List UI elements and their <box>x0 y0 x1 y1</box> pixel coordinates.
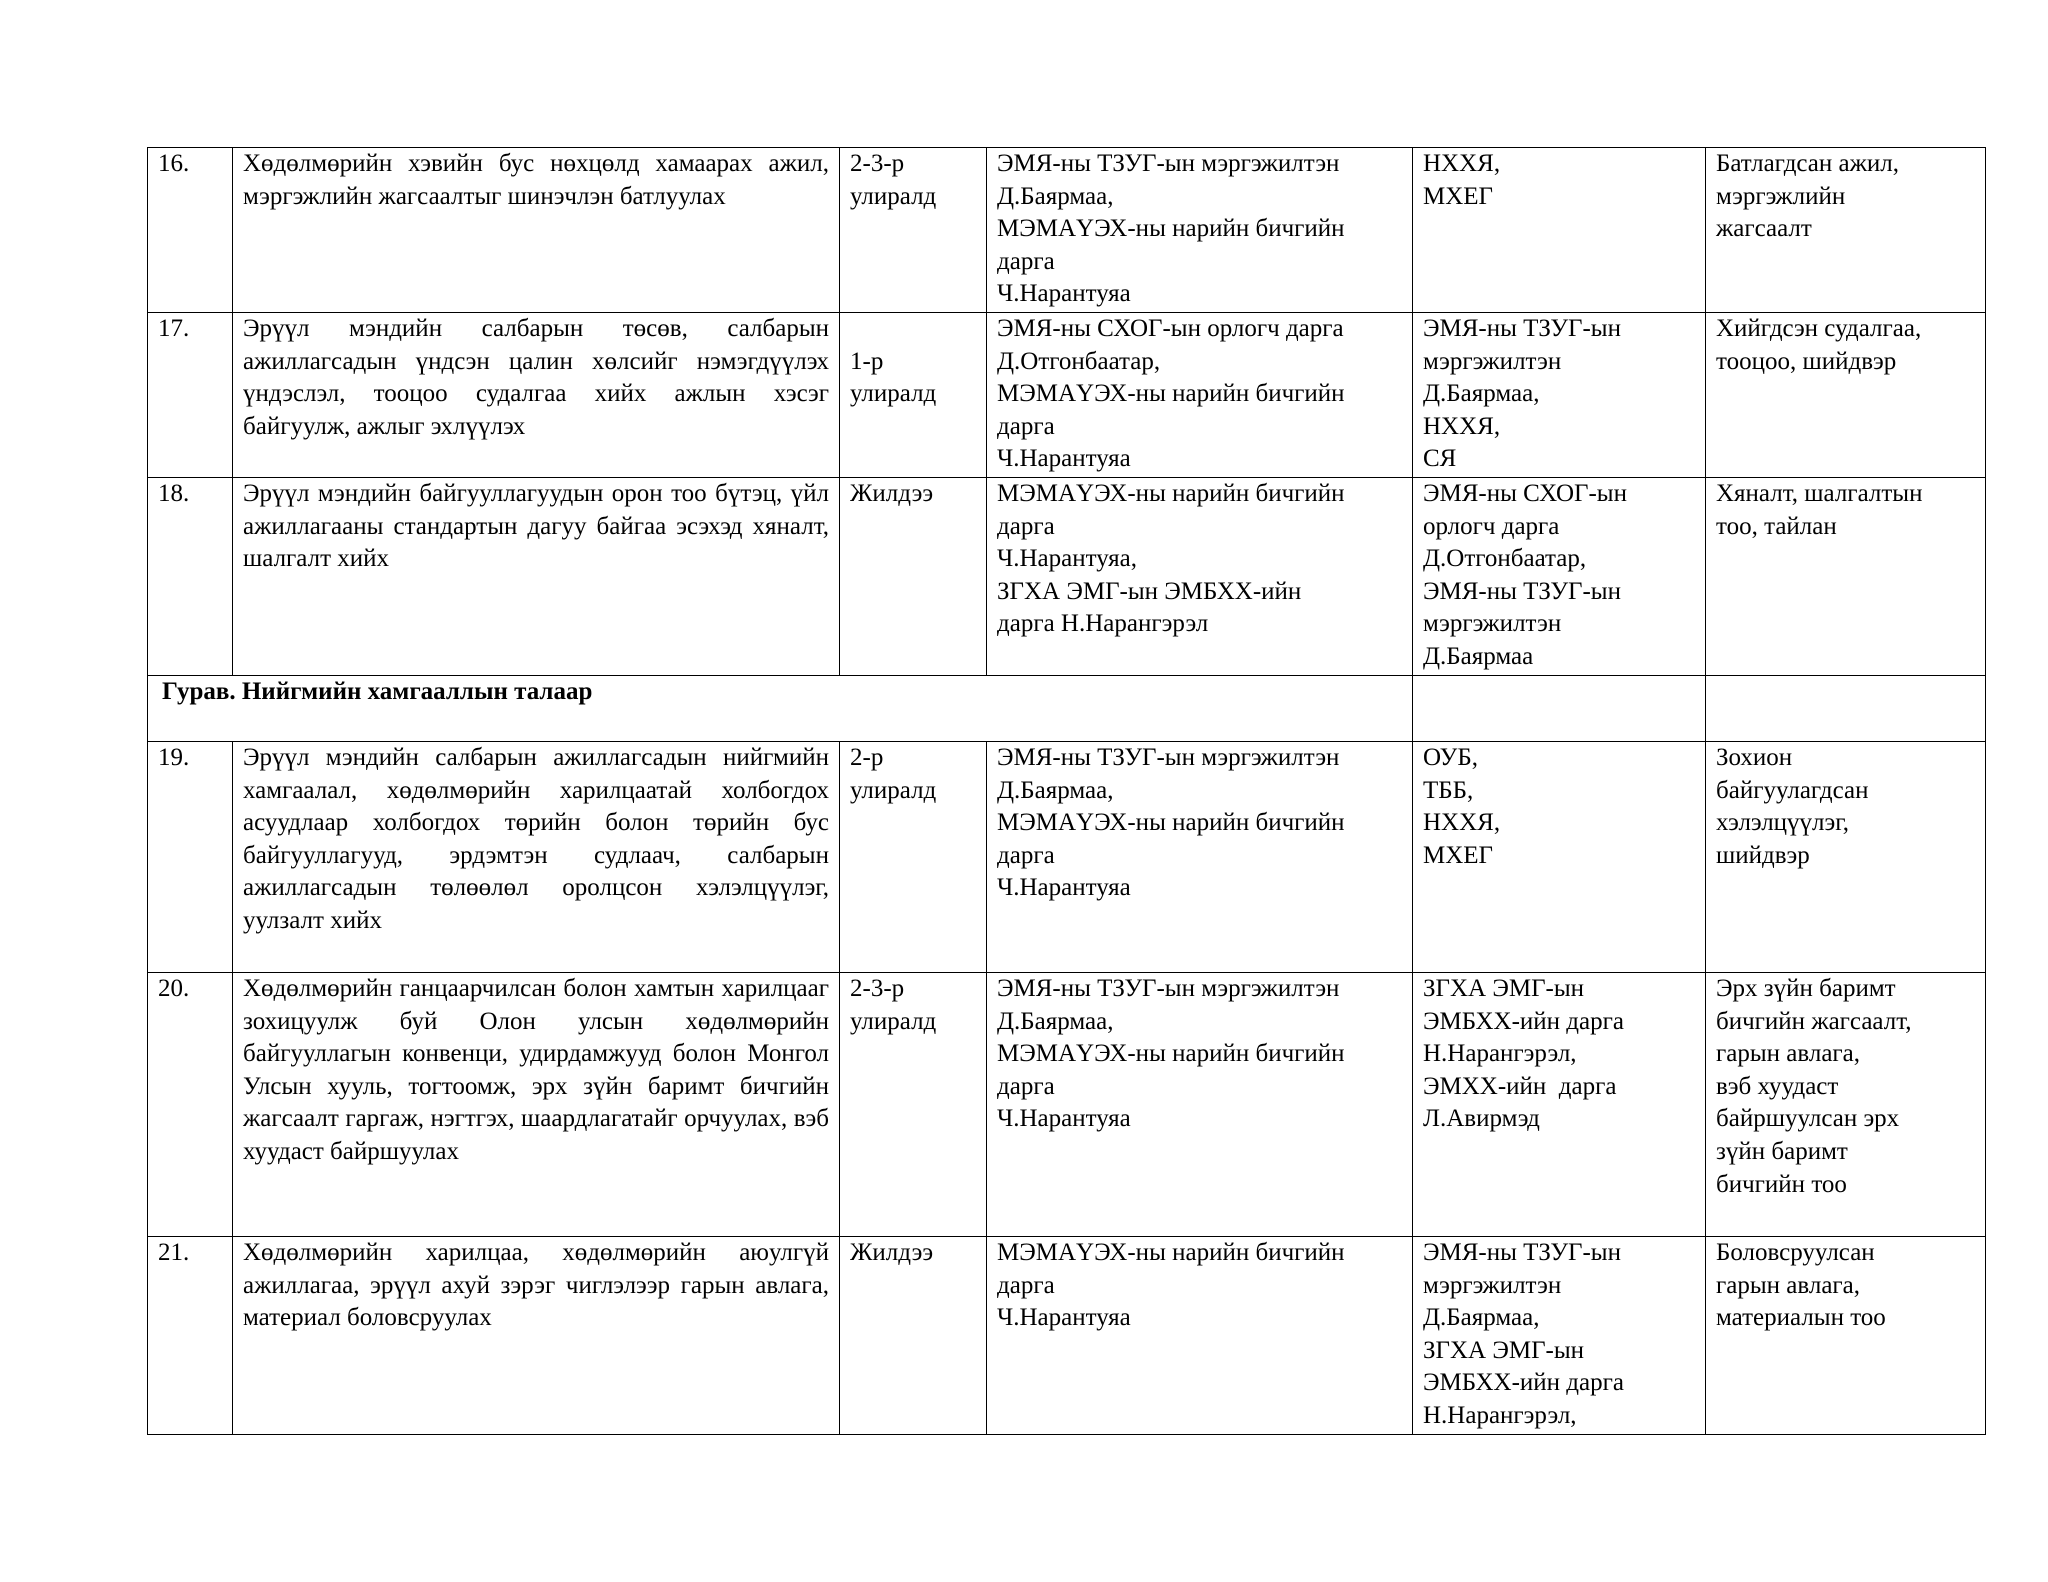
partner-line: ЗГХА ЭМГ-ын <box>1423 975 1585 1002</box>
result-line: гарын авлага, <box>1716 1040 1861 1068</box>
task-text: Эрүүл мэндийн байгууллагуудын орон тоо бүтэц, үйл ажиллагааны стандартын дагуу байгаа эсэхэд хяналт, шалгалт хийх <box>243 480 829 573</box>
task-text: Хөдөлмөрийн харилцаа, хөдөлмөрийн аюулгүй ажиллагаа, эрүүл ахуй зэрэг чиглэлээр гарын авлага, материал боловсруулах <box>243 1239 829 1332</box>
task-cell <box>233 742 840 973</box>
result-line: бичгийн тоо <box>1716 1170 1847 1198</box>
result-line: хэлэлцүүлэг, <box>1716 809 1849 837</box>
task-cell <box>233 313 840 478</box>
partner-line: Л.Авирмэд <box>1423 1105 1540 1133</box>
responsible-line: МЭМАҮЭХ-ны нарийн бичгийн <box>997 809 1345 837</box>
partner-line: ОУБ, <box>1423 744 1478 771</box>
partner-line: мэргэжилтэн <box>1423 347 1562 375</box>
timing-line: улиралд <box>850 182 937 210</box>
responsible-line: Ч.Нарантуяа <box>997 445 1131 473</box>
responsible-line: Д.Баярмаа, <box>997 1007 1114 1035</box>
row-number: 21. <box>148 1237 233 1435</box>
partners-cell <box>1413 313 1706 478</box>
row-number: 17. <box>148 313 233 478</box>
partner-line: НХХЯ, <box>1423 150 1501 177</box>
partner-line: ЭМЯ-ны ТЗУГ-ын <box>1423 577 1621 605</box>
partner-line: Д.Баярмаа, <box>1423 380 1540 408</box>
timing-line: 2-3-р <box>850 150 905 177</box>
responsible-line: дарга <box>997 1271 1055 1299</box>
timing-line: 2-р <box>850 744 884 771</box>
partner-line: ЭМБХХ-ийн дарга <box>1423 1369 1624 1397</box>
timing-line: улиралд <box>850 776 937 804</box>
partners-cell <box>1413 148 1706 313</box>
task-cell <box>233 478 840 676</box>
result-line: бичгийн жагсаалт, <box>1716 1007 1912 1035</box>
table-row <box>148 148 1986 313</box>
responsible-cell <box>987 313 1413 478</box>
section-header-cell <box>148 676 1413 742</box>
partner-line: мэргэжилтэн <box>1423 610 1562 638</box>
table-row <box>148 313 1986 478</box>
timing-cell <box>840 973 987 1237</box>
result-line: Хяналт, шалгалтын <box>1716 480 1923 507</box>
result-cell <box>1706 1237 1986 1435</box>
responsible-line: ЭМЯ-ны ТЗУГ-ын мэргэжилтэн <box>997 975 1340 1002</box>
responsible-line: Д.Отгонбаатар, <box>997 347 1161 375</box>
table-row <box>148 1237 1986 1435</box>
responsible-cell <box>987 478 1413 676</box>
empty-cell <box>1706 676 1986 742</box>
task-text: Эрүүл мэндийн салбарын төсөв, салбарын ажиллагсадын үндсэн цалин хөлсийг нэмэгдүүлэх үндэслэл, тооцоо судалгаа хийх ажлын хэсэг байгуулж, ажлыг эхлүүлэх <box>243 315 829 440</box>
result-line: вэб хуудаст <box>1716 1072 1839 1100</box>
result-cell <box>1706 742 1986 973</box>
task-cell <box>233 1237 840 1435</box>
result-line: зүйн баримт <box>1716 1137 1848 1165</box>
partner-line: Н.Нарангэрэл, <box>1423 1040 1577 1068</box>
partner-line: ЭМХХ-ийн дарга <box>1423 1072 1617 1100</box>
task-text: Хөдөлмөрийн хэвийн бус нөхцөлд хамаарах ажил, мэргэжлийн жагсаалтыг шинэчлэн батлуулах <box>243 150 829 210</box>
responsible-line: ЭМЯ-ны ТЗУГ-ын мэргэжилтэн <box>997 744 1340 771</box>
row-number: 20. <box>148 973 233 1237</box>
partner-line: СЯ <box>1423 445 1457 473</box>
timing-line: улиралд <box>850 380 937 408</box>
empty-cell <box>1413 676 1706 742</box>
responsible-line: дарга <box>997 512 1055 540</box>
partner-line: НХХЯ, <box>1423 412 1501 440</box>
table-row <box>148 742 1986 973</box>
partner-line: МХЕГ <box>1423 182 1494 210</box>
result-line: жагсаалт <box>1716 215 1812 243</box>
responsible-line: Ч.Нарантуяа <box>997 1304 1131 1332</box>
responsible-line: МЭМАҮЭХ-ны нарийн бичгийн <box>997 480 1345 507</box>
section-row <box>148 676 1986 742</box>
timing-line <box>850 313 976 346</box>
partners-cell <box>1413 973 1706 1237</box>
timing-cell <box>840 313 987 478</box>
result-line: шийдвэр <box>1716 841 1810 869</box>
partners-cell <box>1413 478 1706 676</box>
result-line: мэргэжлийн <box>1716 182 1846 210</box>
task-text: Эрүүл мэндийн салбарын ажиллагсадын нийгмийн хамгаалал, хөдөлмөрийн харилцаатай холбогдох асуудлаар холбогдох төрийн болон төрийн бус байгууллагууд, эрдэмтэн судлаач, салбарын ажиллагсадын төлөөлөл оролцсон хэлэлцүүлэг, уулзалт хийх <box>243 744 829 934</box>
partner-line: ЭМЯ-ны ТЗУГ-ын <box>1423 1239 1621 1266</box>
timing-cell <box>840 478 987 676</box>
timing-cell <box>840 1237 987 1435</box>
responsible-line: ЭМЯ-ны ТЗУГ-ын мэргэжилтэн <box>997 150 1340 177</box>
responsible-line: дарга <box>997 412 1055 440</box>
timing-cell <box>840 742 987 973</box>
result-line: тооцоо, шийдвэр <box>1716 347 1897 375</box>
responsible-line: ЗГХА ЭМГ-ын ЭМБХХ-ийн <box>997 577 1302 605</box>
timing-cell <box>840 148 987 313</box>
responsible-line: ЭМЯ-ны СХОГ-ын орлогч дарга <box>997 315 1344 342</box>
table-row <box>148 973 1986 1237</box>
result-line: тоо, тайлан <box>1716 512 1837 540</box>
partner-line: ТББ, <box>1423 776 1474 804</box>
responsible-line: дарга <box>997 1072 1055 1100</box>
responsible-line: МЭМАҮЭХ-ны нарийн бичгийн <box>997 1239 1345 1266</box>
responsible-cell <box>987 1237 1413 1435</box>
task-cell <box>233 973 840 1237</box>
responsible-line: МЭМАҮЭХ-ны нарийн бичгийн <box>997 215 1345 243</box>
result-line: гарын авлага, <box>1716 1271 1861 1299</box>
timing-line: Жилдээ <box>850 480 934 507</box>
responsible-line: Ч.Нарантуяа <box>997 874 1131 902</box>
table-row <box>148 478 1986 676</box>
result-cell <box>1706 148 1986 313</box>
action-plan-table <box>147 147 1986 1435</box>
result-line: материалын тоо <box>1716 1304 1886 1332</box>
result-cell <box>1706 478 1986 676</box>
timing-line: 2-3-р <box>850 975 905 1002</box>
partners-cell <box>1413 1237 1706 1435</box>
responsible-cell <box>987 742 1413 973</box>
result-line: Зохион <box>1716 744 1793 771</box>
row-number: 19. <box>148 742 233 973</box>
result-line: байгуулагдсан <box>1716 776 1869 804</box>
timing-line: 1-р <box>850 347 884 375</box>
partner-line: Н.Нарангэрэл, <box>1423 1401 1577 1429</box>
responsible-line: Ч.Нарантуяа <box>997 280 1131 308</box>
responsible-line: МЭМАҮЭХ-ны нарийн бичгийн <box>997 380 1345 408</box>
result-line: Батлагдсан ажил, <box>1716 150 1900 177</box>
partner-line: мэргэжилтэн <box>1423 1271 1562 1299</box>
section-title: Гурав. Нийгмийн хамгааллын талаар <box>162 678 593 705</box>
result-cell <box>1706 313 1986 478</box>
partner-line: орлогч дарга <box>1423 512 1560 540</box>
responsible-line: Д.Баярмаа, <box>997 182 1114 210</box>
result-line: Боловсруулсан <box>1716 1239 1875 1266</box>
partner-line: ЗГХА ЭМГ-ын <box>1423 1336 1585 1364</box>
result-line: Эрх зүйн баримт <box>1716 975 1896 1002</box>
row-number: 16. <box>148 148 233 313</box>
partner-line: НХХЯ, <box>1423 809 1501 837</box>
partner-line: Д.Баярмаа, <box>1423 1304 1540 1332</box>
responsible-cell <box>987 148 1413 313</box>
task-text: Хөдөлмөрийн ганцаарчилсан болон хамтын харилцааг зохицуулж буй Олон улсын хөдөлмөрийн байгууллагын конвенци, удирдамжууд болон Монгол Улсын хууль, тогтоомж, эрх зүйн баримт бичгийн жагсаалт гаргаж, нэгтгэх, шаардлагатайг орчуулах, вэб хуудаст байршуулах <box>243 975 829 1165</box>
task-cell <box>233 148 840 313</box>
responsible-line: дарга <box>997 247 1055 275</box>
partner-line: ЭМБХХ-ийн дарга <box>1423 1007 1624 1035</box>
partner-line: Д.Баярмаа <box>1423 642 1534 670</box>
partner-line: МХЕГ <box>1423 841 1494 869</box>
partner-line: ЭМЯ-ны СХОГ-ын <box>1423 480 1627 507</box>
responsible-line: Ч.Нарантуяа, <box>997 545 1137 573</box>
partner-line: Д.Отгонбаатар, <box>1423 545 1587 573</box>
timing-line: улиралд <box>850 1007 937 1035</box>
result-line: байршуулсан эрх <box>1716 1105 1900 1133</box>
responsible-cell <box>987 973 1413 1237</box>
responsible-line: дарга <box>997 841 1055 869</box>
partners-cell <box>1413 742 1706 973</box>
result-line: Хийгдсэн судалгаа, <box>1716 315 1922 342</box>
responsible-line: Ч.Нарантуяа <box>997 1105 1131 1133</box>
partner-line: ЭМЯ-ны ТЗУГ-ын <box>1423 315 1621 342</box>
responsible-line: дарга Н.Нарангэрэл <box>997 610 1209 638</box>
responsible-line: Д.Баярмаа, <box>997 776 1114 804</box>
responsible-line: МЭМАҮЭХ-ны нарийн бичгийн <box>997 1040 1345 1068</box>
timing-line: Жилдээ <box>850 1239 934 1266</box>
result-cell <box>1706 973 1986 1237</box>
row-number: 18. <box>148 478 233 676</box>
